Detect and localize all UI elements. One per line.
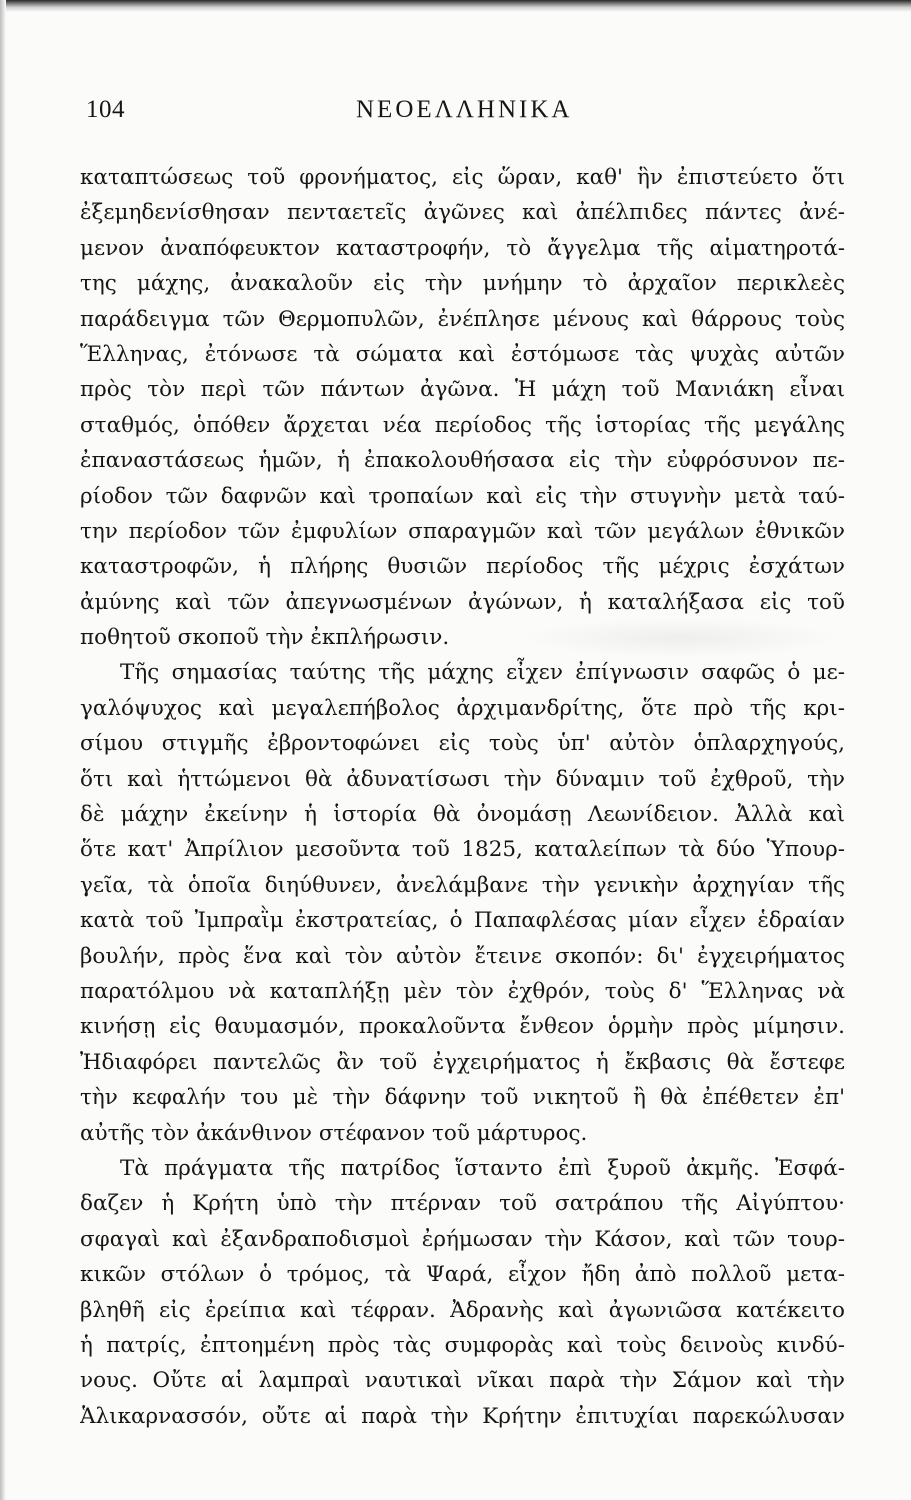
text-line: κατὰ τοῦ Ἰμπραῒμ ἐκστρατείας, ὁ Παπαφλέσας μίαν εἶχεν ἑδραίαν [80,908,845,934]
text-line: βουλήν, πρὸς ἕνα καὶ τὸν αὐτὸν ἔτεινε σκοπόν: δι' ἐγχειρήματος [80,943,845,969]
paragraph [80,655,845,1150]
text-line: παρατόλμου νὰ καταπλήξῃ μὲν τὸν ἐχθρόν, τοὺς δ' Ἕλληνας νὰ [80,978,845,1004]
scan-border-left [0,0,6,1500]
text-line: Ἕλληνας, ἐτόνωσε τὰ σώματα καὶ ἐστόμωσε τὰς ψυχὰς αὐτῶν [80,341,845,367]
paragraph [80,1151,845,1434]
paragraph [80,160,845,655]
page-number: 104 [86,96,125,123]
text-line: καταπτώσεως τοῦ φρονήματος, εἰς ὥραν, καθ' ἣν ἐπιστεύετο ὅτι [80,165,845,190]
text-line: Ἁλικαρνασσόν, οὔτε αἱ παρὰ τὴν Κρήτην ἐπιτυχίαι παρεκώλυσαν [80,1403,845,1429]
text-line: κικῶν στόλων ὁ τρόμος, τὰ Ψαρά, εἶχον ἤδη ἀπὸ πολλοῦ μετα- [80,1262,845,1288]
text-line: μενον ἀναπόφευκτον καταστροφήν, τὸ ἄγγελμα τῆς αἱματηροτά- [80,235,845,261]
text-line: γαλόψυχος καὶ μεγαλεπήβολος ἀρχιμανδρίτης, ὅτε πρὸ τῆς κρι- [80,695,845,721]
text-line: νους. Οὔτε αἱ λαμπραὶ ναυτικαὶ νῖκαι παρὰ τὴν Σάμον καὶ τὴν [80,1368,845,1394]
text-line: ποθητοῦ σκοποῦ τὴν ἐκπλήρωσιν. [80,625,450,651]
text-line: δὲ μάχην ἐκείνην ἡ ἱστορία θὰ ὀνομάσῃ Λεωνίδειον. Ἀλλὰ καὶ [80,802,845,828]
text-line: βληθῆ εἰς ἐρείπια καὶ τέφραν. Ἀδρανὴς καὶ ἀγωνιῶσα κατέκειτο [80,1297,845,1323]
text-line: αὐτῆς τὸν ἀκάνθινον στέφανον τοῦ μάρτυρος. [80,1120,588,1146]
text-line: ἡ πατρίς, ἐπτοημένη πρὸς τὰς συμφορὰς καὶ τοὺς δεινοὺς κινδύ- [80,1332,845,1358]
text-line: πρὸς τὸν περὶ τῶν πάντων ἀγῶνα. Ἡ μάχη τοῦ Μανιάκη εἶναι [80,377,845,403]
text-line: τὴν κεφαλήν του μὲ τὴν δάφνην τοῦ νικητοῦ ἢ θὰ ἐπέθετεν ἐπ' [80,1085,845,1111]
text-line: της μάχης, ἀνακαλοῦν εἰς τὴν μνήμην τὸ ἀρχαῖον περικλεὲς [80,271,845,297]
text-line: γεῖα, τὰ ὁποῖα διηύθυνεν, ἀνελάμβανε τὴν γενικὴν ἀρχηγίαν τῆς [80,872,845,898]
text-line: Τῆς σημασίας ταύτης τῆς μάχης εἶχεν ἐπίγνωσιν σαφῶς ὁ με- [120,660,845,686]
text-line: την περίοδον τῶν ἐμφυλίων σπαραγμῶν καὶ τῶν μεγάλων ἐθνικῶν [80,518,845,544]
text-line: σφαγαὶ καὶ ἐξανδραποδισμοὶ ἐρήμωσαν τὴν Κάσον, καὶ τῶν τουρ- [80,1226,845,1252]
text-line: σταθμός, ὁπόθεν ἄρχεται νέα περίοδος τῆς ἱστορίας τῆς μεγάλης [80,412,845,438]
text-line: κινήσῃ εἰς θαυμασμόν, προκαλοῦντα ἔνθεον ὁρμὴν πρὸς μίμησιν. [80,1014,845,1040]
text-line: παράδειγμα τῶν Θερμοπυλῶν, ἐνέπλησε μένους καὶ θάρρους τοὺς [80,306,845,332]
text-line: ἀμύνης καὶ τῶν ἀπεγνωσμένων ἀγώνων, ἡ καταλήξασα εἰς τοῦ [80,589,845,615]
running-header [86,96,846,136]
text-line: ἐξεμηδενίσθησαν πενταετεῖς ἀγῶνες καὶ ἀπέλπιδες πάντες ἀνέ- [80,200,845,226]
text-line: ἐπαναστάσεως ἡμῶν, ἡ ἐπακολουθήσασα εἰς τὴν εὐφρόσυνον πε- [80,448,845,474]
scan-border-top [0,0,911,12]
text-line: Ἠδιαφόρει παντελῶς ἂν τοῦ ἐγχειρήματος ἡ ἔκβασις θὰ ἔστεφε [80,1049,845,1075]
running-title: ΝΕΟΕΛΛΗΝΙΚΑ [356,96,573,123]
text-line: ὅτι καὶ ἡττώμενοι θὰ ἀδυνατίσωσι τὴν δύναμιν τοῦ ἐχθροῦ, τὴν [80,766,845,792]
text-line: δαζεν ἡ Κρήτη ὑπὸ τὴν πτέρναν τοῦ σατράπου τῆς Αἰγύπτου· [80,1191,845,1217]
text-line: ρίοδον τῶν δαφνῶν καὶ τροπαίων καὶ εἰς τὴν στυγνὴν μετὰ ταύ- [80,483,845,509]
body-text [80,160,845,1434]
text-line: Τὰ πράγματα τῆς πατρίδος ἵσταντο ἐπὶ ξυροῦ ἀκμῆς. Ἐσφά- [120,1155,845,1181]
text-line: σίμου στιγμῆς ἐβροντοφώνει εἰς τοὺς ὑπ' αὐτὸν ὁπλαρχηγούς, [80,731,845,757]
text-line: καταστροφῶν, ἡ πλήρης θυσιῶν περίοδος τῆς μέχρις ἐσχάτων [80,554,845,580]
text-line: ὅτε κατ' Ἀπρίλιον μεσοῦντα τοῦ 1825, καταλείπων τὰ δύο Ὑπουρ- [80,837,845,863]
